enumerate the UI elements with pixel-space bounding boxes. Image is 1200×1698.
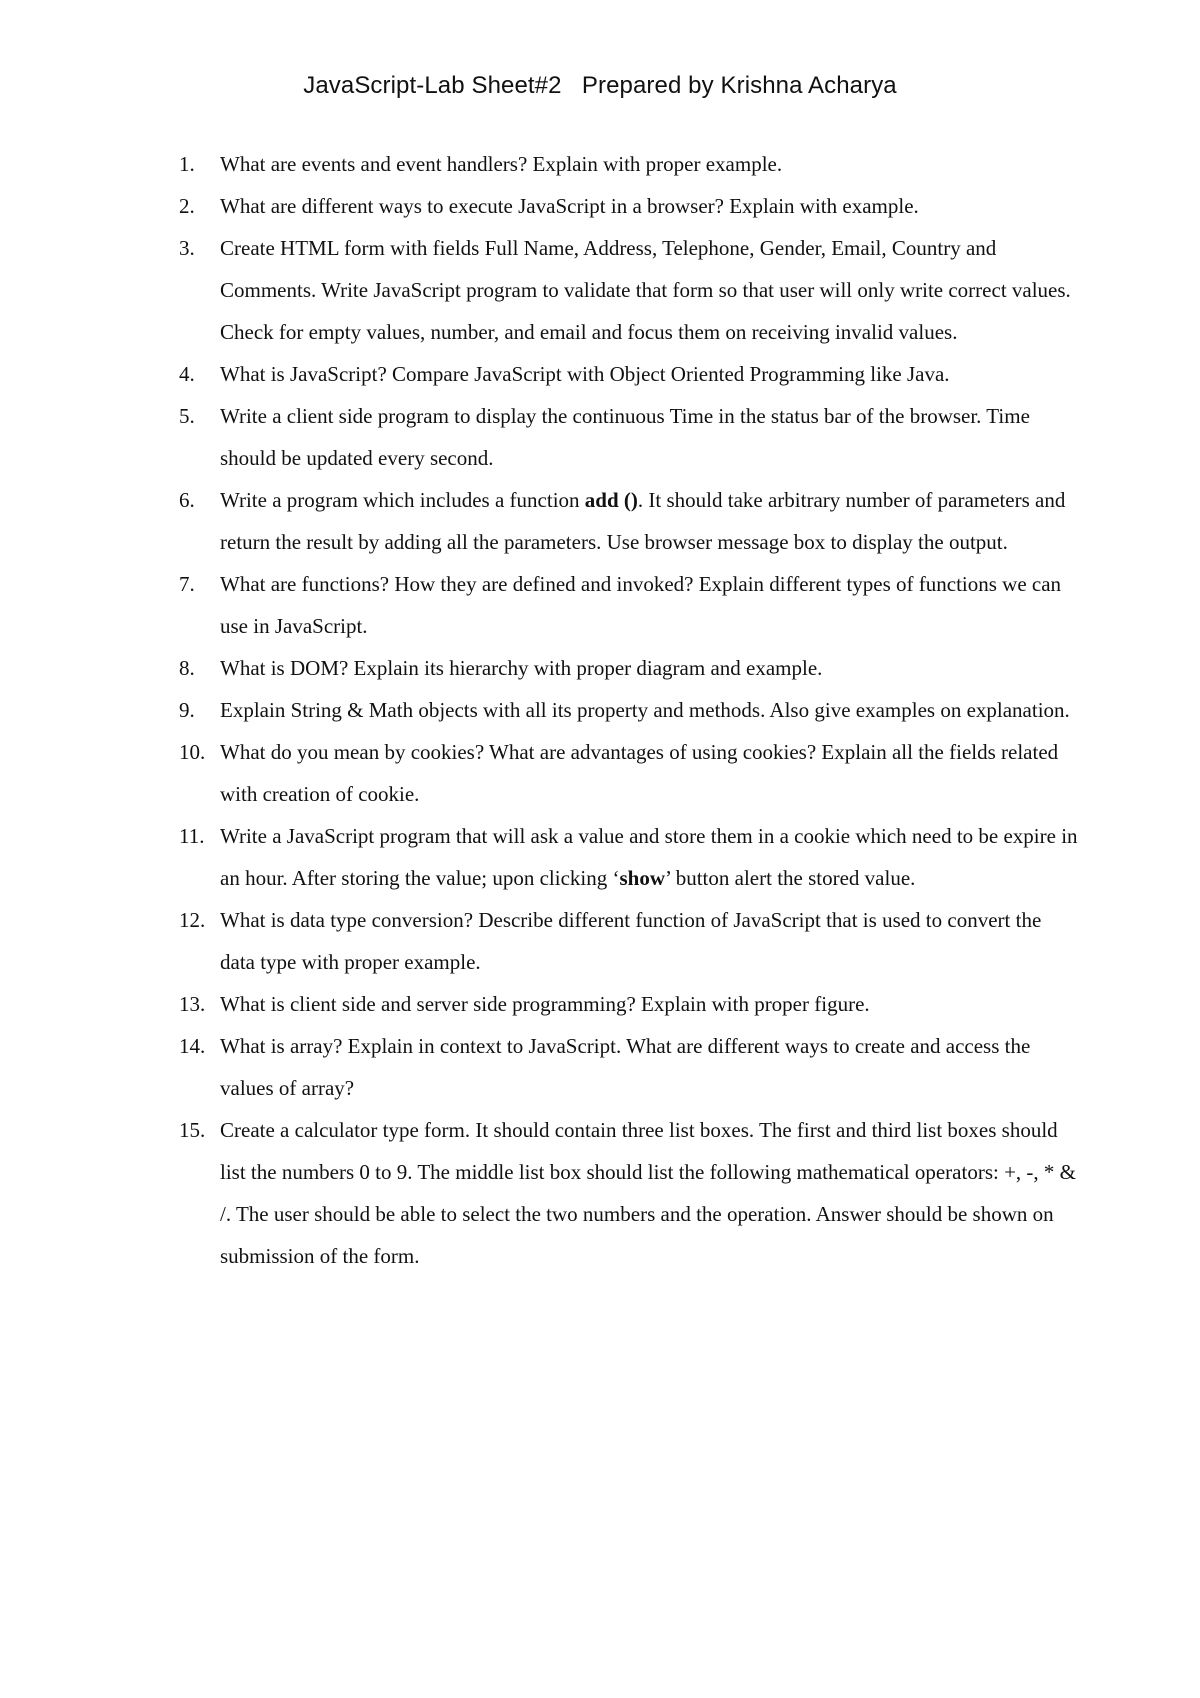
question-number: 15. [179, 1118, 206, 1142]
question-text: What are events and event handlers? Explain with proper example. [220, 152, 783, 176]
question-number: 13. [179, 992, 206, 1016]
question-item [179, 143, 1079, 185]
question-number: 3. [179, 236, 195, 260]
question-item [179, 563, 1079, 647]
question-text [220, 815, 1080, 899]
question-number: 14. [179, 1034, 206, 1058]
question-item [179, 689, 1079, 731]
question-item [179, 983, 1079, 1025]
question-number: 8. [179, 656, 195, 680]
question-text: What is data type conversion? Describe different function of JavaScript that is used to convert the data type with proper example. [220, 908, 1042, 974]
question-number: 6. [179, 488, 195, 512]
show-keyword: show [619, 866, 666, 890]
question-number: 5. [179, 404, 195, 428]
question-text: What is DOM? Explain its hierarchy with proper diagram and example. [220, 656, 823, 680]
question-text: Explain String & Math objects with all its property and methods. Also give examples on explanation. [220, 698, 1070, 722]
question-item [179, 731, 1079, 815]
question-text-after: . It should take arbitrary number of parameters and return the result by adding all the parameters. Use browser message box to display the output. [220, 488, 1066, 554]
question-item [179, 815, 1079, 899]
question-text: What do you mean by cookies? What are advantages of using cookies? Explain all the fields related with creation of cookie. [220, 740, 1059, 806]
question-item [179, 899, 1079, 983]
function-name-add: add () [584, 488, 638, 512]
question-item [179, 395, 1079, 479]
question-text [220, 479, 1080, 563]
question-number: 2. [179, 194, 195, 218]
question-text: What are different ways to execute JavaScript in a browser? Explain with example. [220, 194, 919, 218]
page-title: JavaScript-Lab Sheet#2 Prepared by Krishna Acharya [303, 72, 897, 99]
question-number: 10. [179, 740, 206, 764]
question-item [179, 647, 1079, 689]
question-text: Create HTML form with fields Full Name, Address, Telephone, Gender, Email, Country and Comments. Write JavaScript program to validate that form so that user will only write correct values. Check for empty values, number, and email and focus them on receiving invalid values. [220, 236, 1071, 344]
question-text: What is JavaScript? Compare JavaScript with Object Oriented Programming like Java. [220, 362, 950, 386]
question-item [179, 227, 1079, 353]
question-number: 11. [179, 824, 205, 848]
question-number: 12. [179, 908, 206, 932]
question-number: 7. [179, 572, 195, 596]
question-text-before: Write a JavaScript program that will ask a value and store them in a cookie which need to be expire in an hour. After storing the value; upon clicking ‘ [220, 824, 1078, 890]
question-item [179, 479, 1079, 563]
question-text: What is array? Explain in context to JavaScript. What are different ways to create and access the values of array? [220, 1034, 1031, 1100]
question-item [179, 1025, 1079, 1109]
question-text: What is client side and server side programming? Explain with proper figure. [220, 992, 870, 1016]
question-item [179, 185, 1079, 227]
question-list [179, 143, 1079, 1277]
question-text-before: Write a program which includes a function [220, 488, 585, 512]
question-item [179, 1109, 1079, 1277]
question-number: 1. [179, 152, 195, 176]
question-number: 4. [179, 362, 195, 386]
question-text: Create a calculator type form. It should contain three list boxes. The first and third list boxes should list the numbers 0 to 9. The middle list box should list the following mathematical operators: +, -, * & /. The user should be able to select the two numbers and the operation. Answer should be shown on submission of the form. [220, 1118, 1077, 1268]
question-number: 9. [179, 698, 195, 722]
question-item [179, 353, 1079, 395]
question-text-after: ’ button alert the stored value. [665, 866, 916, 890]
question-text: What are functions? How they are defined and invoked? Explain different types of functions we can use in JavaScript. [220, 572, 1062, 638]
question-text: Write a client side program to display the continuous Time in the status bar of the browser. Time should be updated every second. [220, 404, 1030, 470]
